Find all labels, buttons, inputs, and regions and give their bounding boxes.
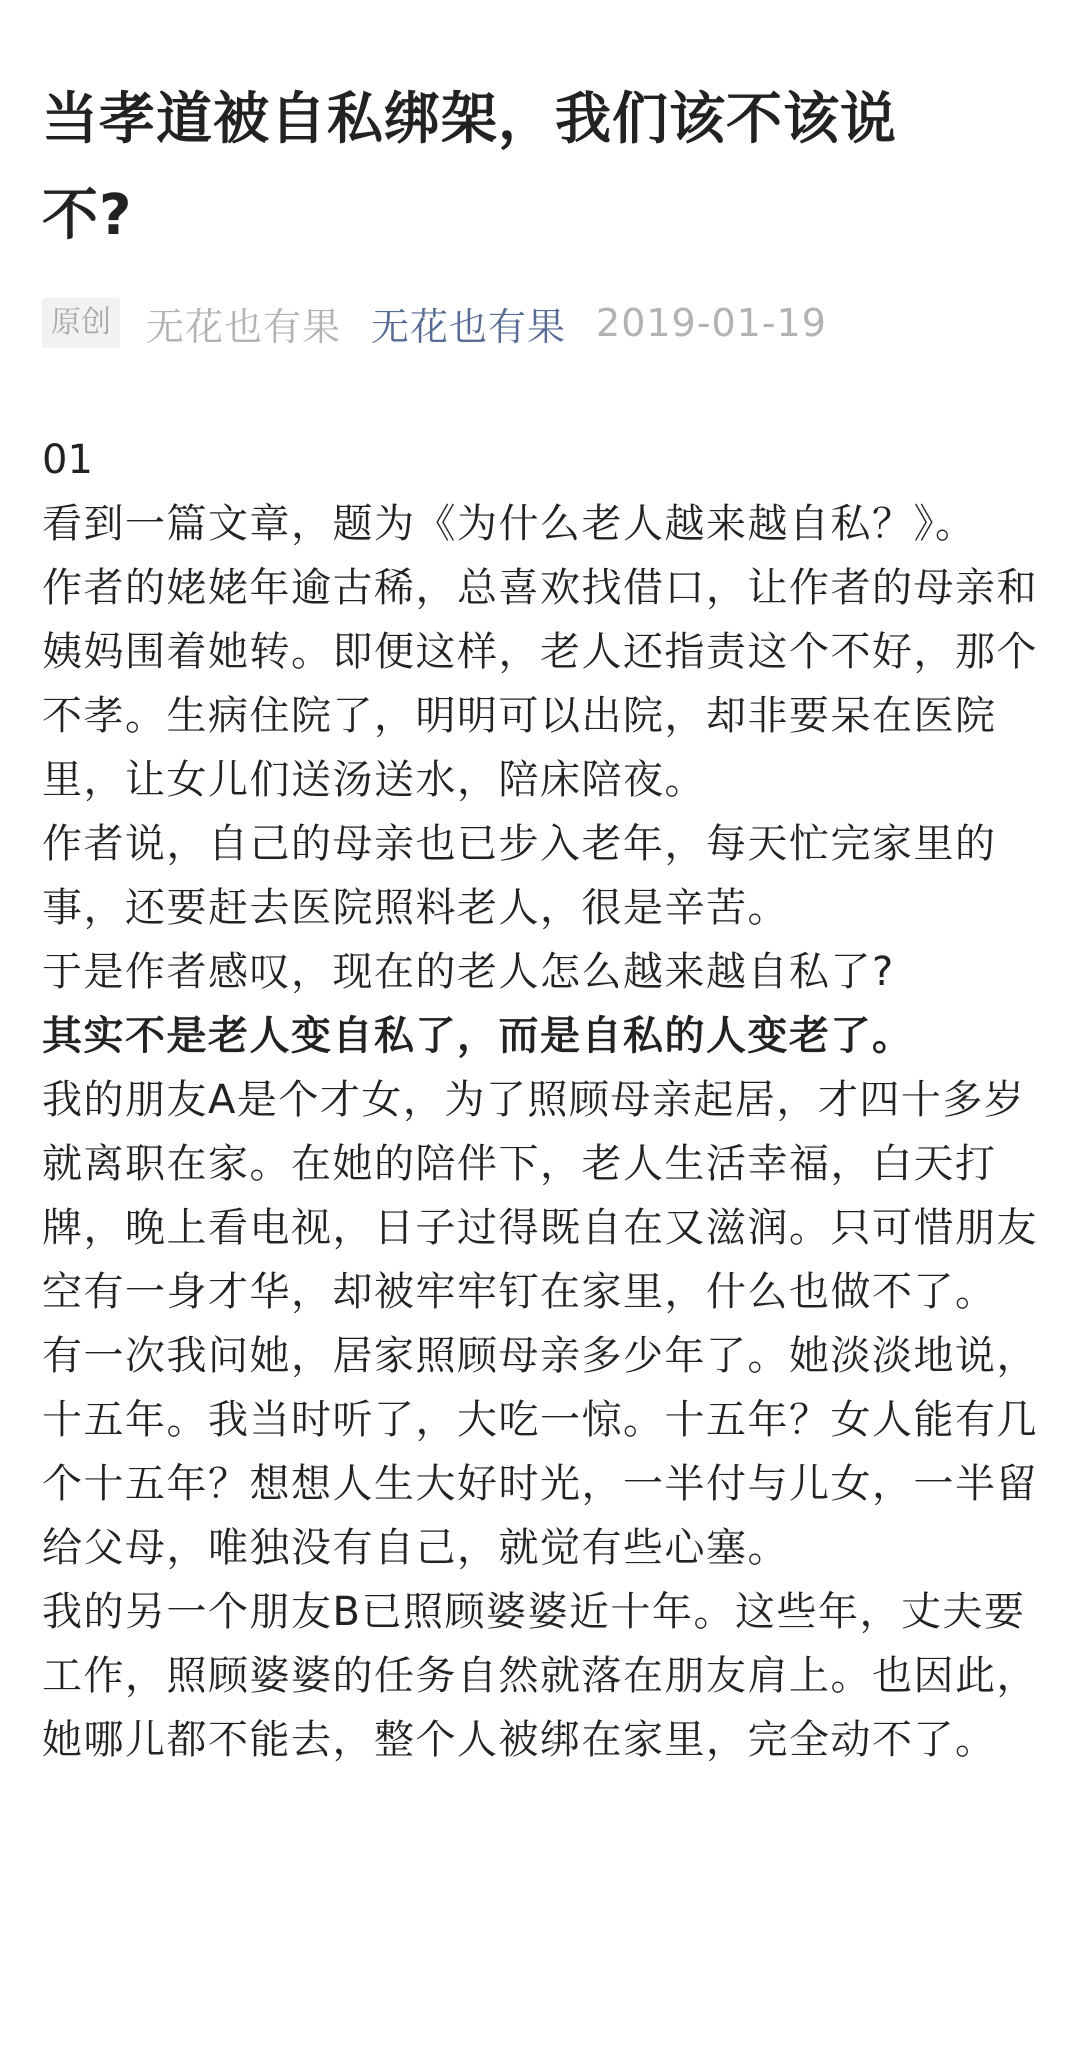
- paragraph: 我的朋友A是个才女，为了照顾母亲起居，才四十多岁就离职在家。在她的陪伴下，老人生活幸福，白天打牌，晚上看电视，日子过得既自在又滋润。只可惜朋友空有一身才华，却被牢牢钉在家里，什么也做不了。: [42, 1077, 1038, 1315]
- article-content: [42, 428, 1038, 1772]
- paragraph: 有一次我问她，居家照顾母亲多少年了。她淡淡地说，十五年。我当时听了，大吃一惊。十五年？女人能有几个十五年？想想人生大好时光，一半付与儿女，一半留给父母，唯独没有自己，就觉有些心塞。: [42, 1333, 1038, 1571]
- paragraph: 作者的姥姥年逾古稀，总喜欢找借口，让作者的母亲和姨妈围着她转。即便这样，老人还指责这个不好，那个不孝。生病住院了，明明可以出院，却非要呆在医院里，让女儿们送汤送水，陪床陪夜。: [42, 565, 1038, 803]
- publish-date: 2019-01-19: [596, 301, 827, 345]
- article-meta: [42, 296, 1038, 350]
- paragraph: 看到一篇文章，题为《为什么老人越来越自私？》。: [42, 501, 977, 547]
- paragraph: 于是作者感叹，现在的老人怎么越来越自私了?: [42, 949, 895, 995]
- original-badge: 原创: [42, 298, 120, 348]
- paragraph: 我的另一个朋友B已照顾婆婆近十年。这些年，丈夫要工作，照顾婆婆的任务自然就落在朋友肩上。也因此，她哪儿都不能去，整个人被绑在家里，完全动不了。: [42, 1589, 1038, 1763]
- paragraph: 作者说，自己的母亲也已步入老年，每天忙完家里的事，还要赶去医院照料老人，很是辛苦。: [42, 821, 997, 931]
- article-title: 当孝道被自私绑架，我们该不该说不?: [42, 87, 897, 248]
- account-name-link[interactable]: 无花也有果: [371, 304, 567, 349]
- section-number: 01: [42, 437, 93, 483]
- author-name: 无花也有果: [146, 304, 342, 349]
- bold-paragraph: 其实不是老人变自私了，而是自私的人变老了。: [42, 1013, 914, 1059]
